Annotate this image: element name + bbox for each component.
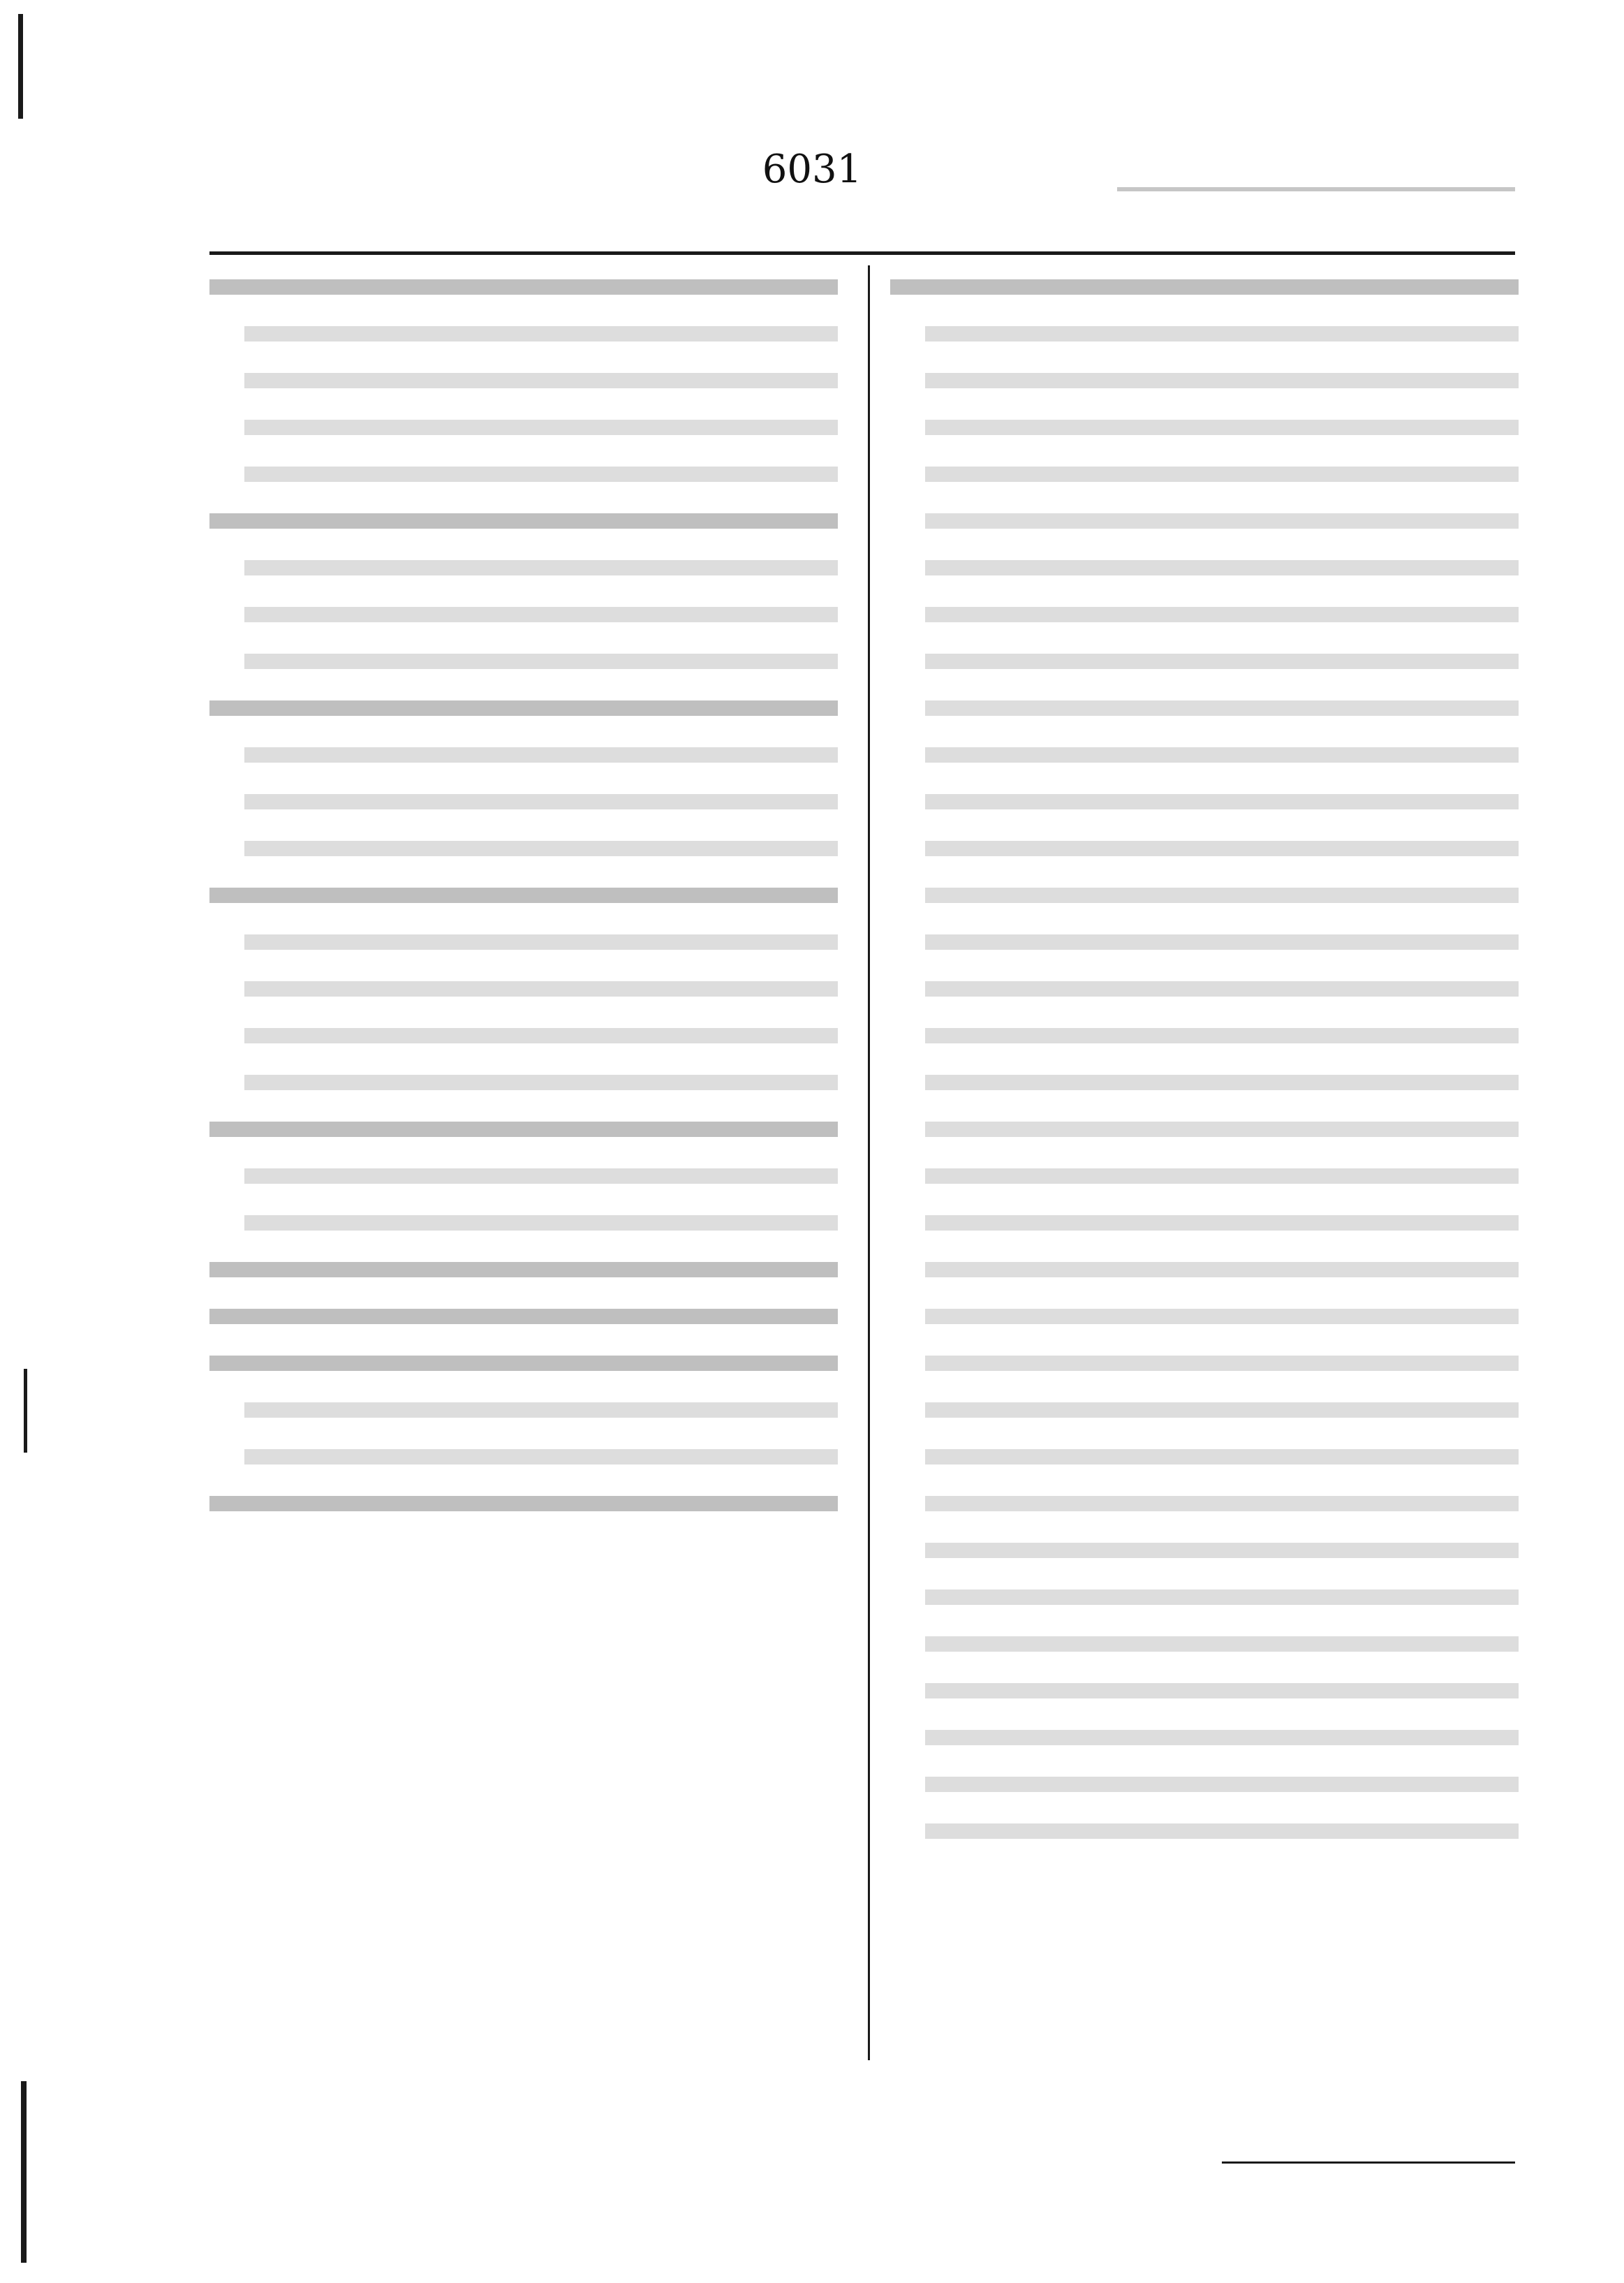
dictionary-entry (209, 888, 838, 1090)
entry-text-line (244, 1075, 838, 1090)
entry-text-line (244, 373, 838, 388)
entry-text-line (244, 981, 838, 997)
entry-text-line (209, 279, 838, 295)
entry-text-line (925, 1449, 1519, 1465)
entry-text-line (925, 700, 1519, 716)
entry-text-line (244, 841, 838, 856)
entry-text-line (925, 560, 1519, 575)
entry-text-line (925, 1683, 1519, 1698)
entry-text-line (209, 888, 838, 903)
entry-text-line (925, 888, 1519, 903)
entry-text-line (925, 1636, 1519, 1652)
entry-text-line (244, 560, 838, 575)
dictionary-entry (209, 700, 838, 856)
page-number: 6031 (762, 147, 862, 192)
dictionary-entry (209, 279, 838, 482)
dictionary-entry (209, 513, 838, 669)
entry-text-line (925, 794, 1519, 809)
entry-text-line (925, 981, 1519, 997)
scan-edge-mark (21, 2081, 27, 2263)
entry-text-line (244, 1215, 838, 1231)
entry-text-line (925, 1402, 1519, 1418)
entry-text-line (925, 1730, 1519, 1745)
scan-edge-mark (24, 1369, 27, 1453)
entry-text-line (244, 747, 838, 763)
dictionary-entry (209, 1309, 838, 1324)
entry-text-line (925, 841, 1519, 856)
entry-text-line (890, 279, 1519, 295)
entry-text-line (925, 326, 1519, 342)
entry-text-line (925, 1215, 1519, 1231)
entry-text-line (244, 1449, 838, 1465)
entry-text-line (209, 700, 838, 716)
scan-edge-mark (18, 14, 23, 119)
entry-text-line (925, 1356, 1519, 1371)
entry-text-line (925, 1075, 1519, 1090)
dictionary-entry (209, 1496, 838, 1511)
entry-text-line (244, 420, 838, 435)
entry-text-line (925, 420, 1519, 435)
entry-text-line (925, 1028, 1519, 1043)
entry-text-line (925, 1777, 1519, 1792)
entry-text-line (244, 1028, 838, 1043)
entry-text-line (244, 934, 838, 950)
entry-text-line (925, 934, 1519, 950)
dictionary-entry (209, 1262, 838, 1277)
entry-text-line (209, 1496, 838, 1511)
header-rule (209, 251, 1515, 255)
dictionary-entry (890, 279, 1519, 1839)
entry-text-line (925, 747, 1519, 763)
entry-text-line (209, 1309, 838, 1324)
entry-text-line (244, 326, 838, 342)
column-divider (868, 265, 870, 2060)
entry-text-line (925, 654, 1519, 669)
right-column (890, 279, 1519, 1870)
entry-text-line (925, 373, 1519, 388)
entry-text-line (244, 607, 838, 622)
left-column (209, 279, 838, 1543)
entry-text-line (209, 1262, 838, 1277)
entry-text-line (925, 1309, 1519, 1324)
entry-text-line (244, 1402, 838, 1418)
entry-text-line (209, 1122, 838, 1137)
entry-text-line (209, 1356, 838, 1371)
footer-rule (1222, 2161, 1515, 2164)
running-head (1117, 161, 1515, 191)
entry-text-line (925, 1590, 1519, 1605)
entry-text-line (209, 513, 838, 529)
entry-text-line (925, 1543, 1519, 1558)
dictionary-entry (209, 1122, 838, 1231)
entry-text-line (925, 1823, 1519, 1839)
entry-text-line (244, 1168, 838, 1184)
entry-text-line (925, 1168, 1519, 1184)
entry-text-line (244, 794, 838, 809)
entry-text-line (925, 513, 1519, 529)
dictionary-entry (209, 1356, 838, 1465)
entry-text-line (244, 654, 838, 669)
entry-text-line (925, 1496, 1519, 1511)
entry-text-line (925, 467, 1519, 482)
entry-text-line (925, 1122, 1519, 1137)
entry-text-line (925, 1262, 1519, 1277)
entry-text-line (925, 607, 1519, 622)
entry-text-line (244, 467, 838, 482)
